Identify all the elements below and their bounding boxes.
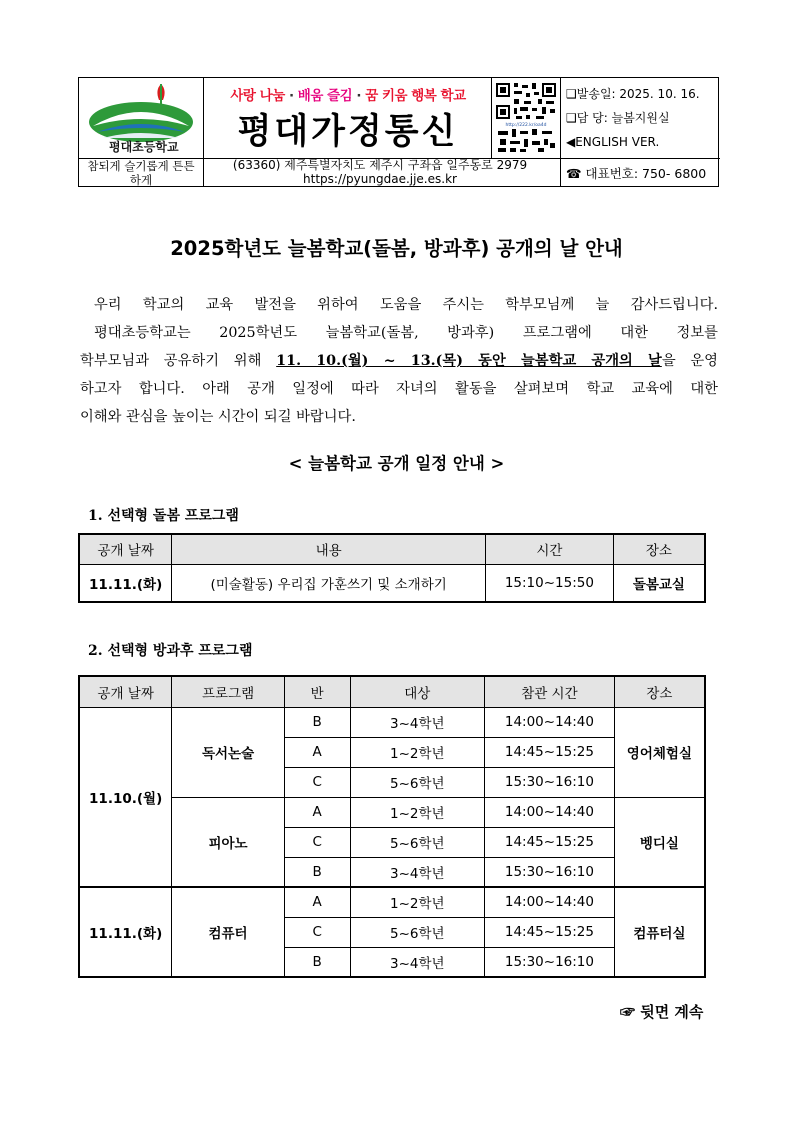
section-1-title: 1. 선택형 돌봄 프로그램 [88, 508, 239, 524]
cell-target: 3~4학년 [350, 707, 484, 737]
cell-class: C [284, 917, 350, 947]
col-header-visit-time: 참관 시간 [485, 676, 615, 707]
school-website-link[interactable]: https://pyungdae.jje.es.kr [303, 172, 457, 186]
section-2-title: 2. 선택형 방과후 프로그램 [88, 643, 253, 659]
col-header-content: 내용 [172, 534, 486, 564]
cell-program: 컴퓨터 [172, 887, 285, 977]
school-address: (63360) 제주특별자치도 제주시 구좌읍 일주동로 2979 [232, 158, 528, 172]
cell-target: 3~4학년 [350, 857, 484, 887]
cell-time: 14:45~15:25 [485, 827, 615, 857]
slogan-part-3: 꿈 키움 행복 학교 [365, 88, 466, 104]
cell-time: 14:00~14:40 [485, 887, 615, 917]
issue-date: ❑발송일: 2025. 10. 16. [566, 87, 700, 101]
english-version-link[interactable]: ◀ENGLISH VER. [566, 135, 660, 149]
continue-on-back: ☞ 뒷면 계속 [620, 1003, 704, 1021]
qr-url: http://222.kr/oa4d [505, 123, 547, 128]
col-header-date: 공개 날짜 [79, 676, 172, 707]
intro-line-3: 학부모님과 공유하기 위해 11. 10.(월) ~ 13.(목) 동안 늘봄학교 공개의 날을 운영 [80, 353, 718, 369]
cell-time: 15:30~16:10 [485, 857, 615, 887]
cell-target: 5~6학년 [350, 767, 484, 797]
cell-program: 피아노 [172, 797, 285, 887]
cell-target: 5~6학년 [350, 827, 484, 857]
slogan-separator: · [356, 88, 362, 104]
school-motto: 참되게 슬기롭게 튼튼하게 [87, 159, 195, 187]
slogan-part-2: 배움 즐김 [297, 88, 353, 104]
table-row [79, 707, 705, 737]
cell-program: 독서논술 [172, 707, 285, 797]
cell-target: 3~4학년 [350, 947, 484, 977]
col-header-place: 장소 [613, 534, 705, 564]
col-header-class: 반 [284, 676, 350, 707]
cell-place: 벵디실 [614, 797, 705, 887]
qr-code[interactable] [494, 81, 558, 155]
slogan-separator: · [288, 88, 294, 104]
school-address-block [205, 158, 555, 186]
cell-place: 돌봄교실 [613, 564, 705, 602]
cell-class: A [284, 797, 350, 827]
cell-target: 5~6학년 [350, 917, 484, 947]
school-logo-text: 평대초등학교 [109, 140, 179, 154]
school-slogan [205, 84, 491, 104]
cell-date: 11.11.(화) [79, 887, 172, 977]
cell-date: 11.11.(화) [79, 564, 172, 602]
cell-place: 영어체험실 [614, 707, 705, 797]
cell-class: C [284, 767, 350, 797]
cell-class: B [284, 707, 350, 737]
care-program-table [78, 533, 706, 603]
intro-line-5: 이해와 관심을 높이는 시간이 되길 바랍니다. [80, 409, 356, 425]
slogan-part-1: 사랑 나눔 [230, 88, 285, 104]
newsletter-title: 평대가정통신 [237, 112, 459, 152]
cell-time: 15:10~15:50 [485, 564, 613, 602]
intro-line-2: 평대초등학교는 2025학년도 늘봄학교(돌봄, 방과후) 프로그램에 대한 정보를 [94, 325, 718, 341]
cell-time: 14:00~14:40 [485, 707, 615, 737]
cell-time: 14:45~15:25 [485, 917, 615, 947]
cell-class: C [284, 827, 350, 857]
cell-date: 11.10.(월) [79, 707, 172, 887]
phone-number: ☎ 대표번호: 750- 6800 [566, 166, 707, 181]
col-header-target: 대상 [350, 676, 484, 707]
col-header-time: 시간 [485, 534, 613, 564]
table-row [79, 887, 705, 917]
cell-class: A [284, 887, 350, 917]
cell-target: 1~2학년 [350, 737, 484, 767]
schedule-heading: < 늘봄학교 공개 일정 안내 > [288, 454, 505, 473]
cell-target: 1~2학년 [350, 887, 484, 917]
intro-line-4: 하고자 합니다. 아래 공개 일정에 따라 자녀의 활동을 살펴보며 학교 교육에 대한 [80, 381, 718, 397]
cell-time: 15:30~16:10 [485, 947, 615, 977]
cell-time: 14:00~14:40 [485, 797, 615, 827]
cell-time: 15:30~16:10 [485, 767, 615, 797]
cell-time: 14:45~15:25 [485, 737, 615, 767]
cell-target: 1~2학년 [350, 797, 484, 827]
table-row [79, 797, 705, 827]
intro-line-1: 우리 학교의 교육 발전을 위하여 도움을 주시는 학부모님께 늘 감사드립니다. [94, 297, 718, 313]
cell-content: (미술활동) 우리집 가훈쓰기 및 소개하기 [172, 564, 486, 602]
open-day-period: 11. 10.(월) ~ 13.(목) 동안 늘봄학교 공개의 날 [276, 353, 662, 369]
col-header-date: 공개 날짜 [79, 534, 172, 564]
cell-class: A [284, 737, 350, 767]
col-header-place: 장소 [614, 676, 705, 707]
afterschool-program-table [78, 675, 706, 978]
table-row [79, 564, 705, 602]
school-logo [79, 78, 203, 158]
cell-class: B [284, 947, 350, 977]
intro-paragraph [80, 291, 718, 431]
contact-person: ❑담 당: 늘봄지원실 [566, 111, 670, 125]
newsletter-header [78, 77, 719, 187]
cell-place: 컴퓨터실 [614, 887, 705, 977]
document-title: 2025학년도 늘봄학교(돌봄, 방과후) 공개의 날 안내 [170, 237, 623, 260]
col-header-program: 프로그램 [172, 676, 285, 707]
cell-class: B [284, 857, 350, 887]
